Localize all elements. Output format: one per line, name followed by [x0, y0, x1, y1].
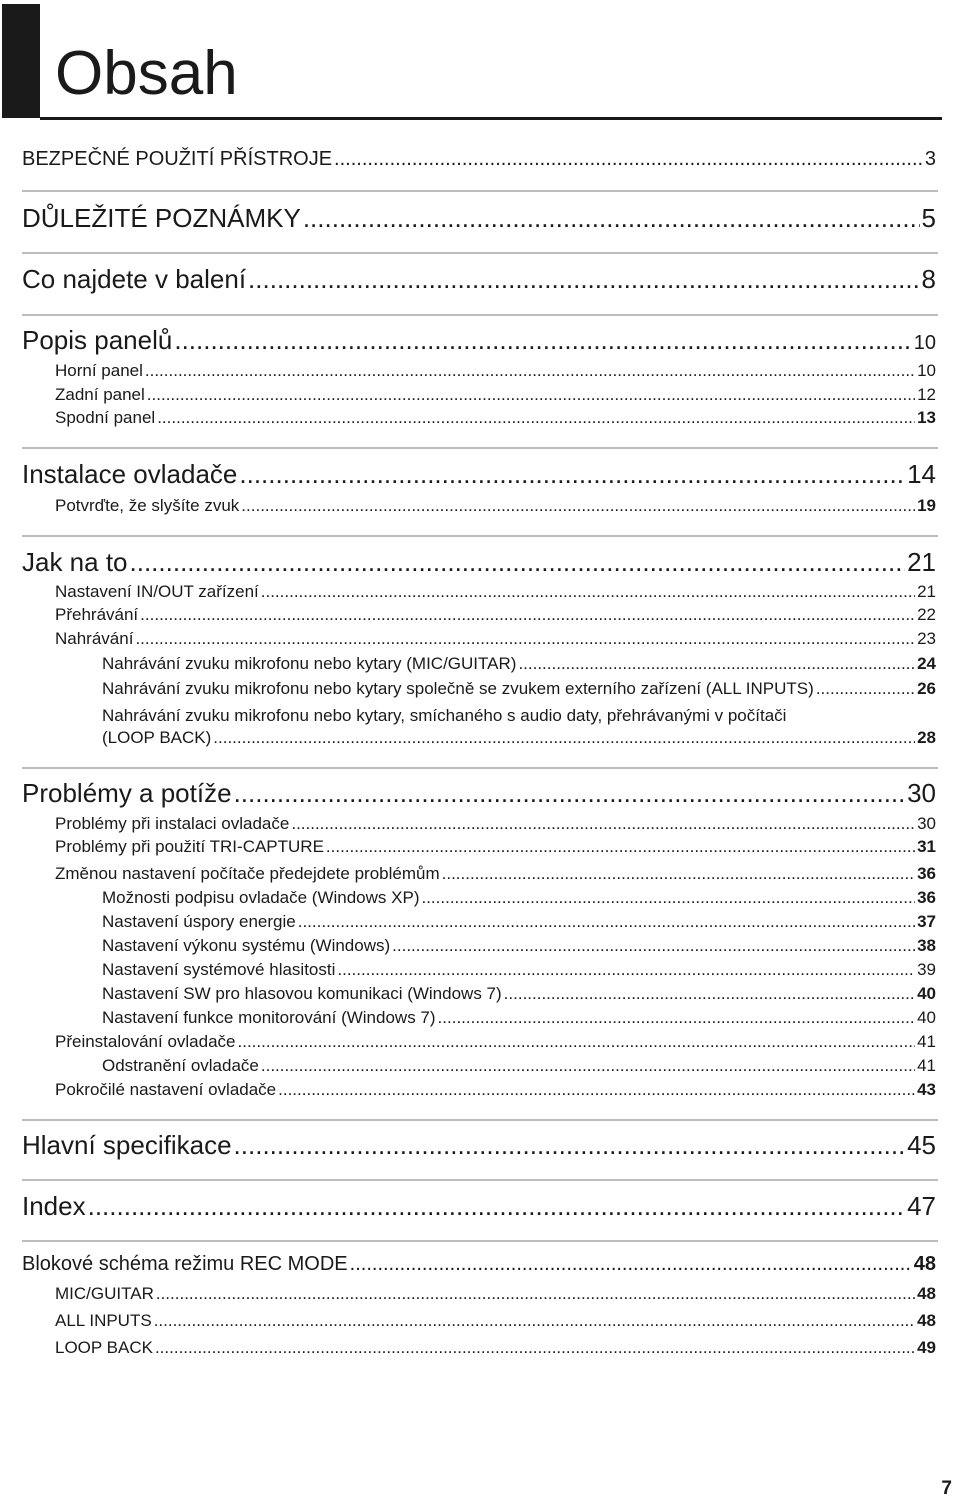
toc-page: 43 — [917, 1080, 936, 1099]
toc-leader — [334, 148, 923, 171]
toc-page: 48 — [917, 1284, 936, 1303]
toc-page: 21 — [907, 547, 936, 577]
toc-entry-baleni[interactable] — [22, 264, 936, 295]
section-divider — [22, 1179, 938, 1181]
toc-entry-specifikace[interactable] — [22, 1130, 936, 1161]
toc-page: 40 — [917, 1008, 936, 1027]
toc-page: 48 — [913, 1253, 936, 1275]
toc-label: Přehrávání — [55, 605, 139, 624]
toc-page: 8 — [921, 264, 936, 294]
toc-page: 30 — [917, 814, 936, 833]
section-divider — [22, 535, 938, 537]
toc-leader — [140, 605, 915, 625]
toc-entry-popis[interactable] — [22, 325, 936, 356]
toc-leader — [438, 1008, 916, 1028]
toc-leader — [350, 1253, 912, 1276]
toc-page: 36 — [917, 864, 936, 883]
toc-label: Problémy při instalaci ovladače — [55, 814, 290, 833]
toc-label: Nastavení výkonu systému (Windows) — [102, 936, 391, 955]
toc-label: Instalace ovladače — [22, 459, 238, 489]
toc-entry-hlasova-komunikace[interactable] — [102, 984, 936, 1004]
toc-page: 30 — [907, 778, 936, 808]
toc-entry-pokrocile[interactable] — [55, 1080, 936, 1100]
toc-leader — [337, 960, 915, 980]
toc-label: Potvrďte, že slyšíte zvuk — [55, 496, 240, 515]
toc-entry-nastaveni-io[interactable] — [55, 582, 936, 602]
page-number: 7 — [941, 1478, 952, 1499]
toc-leader — [241, 496, 915, 516]
toc-entry-odstraneni[interactable] — [102, 1056, 936, 1076]
toc-entry-zmenou-nastaveni[interactable] — [55, 864, 936, 884]
toc-entry-spodni-panel[interactable] — [55, 408, 936, 428]
toc-leader — [238, 1032, 916, 1052]
toc-label: Nahrávání — [55, 629, 134, 648]
toc-leader — [239, 459, 905, 490]
toc-entry-problemy[interactable] — [22, 778, 936, 809]
toc-entry-mic-guitar[interactable] — [102, 654, 936, 674]
toc-leader — [130, 547, 906, 578]
section-divider — [22, 252, 938, 254]
toc-page: 39 — [917, 960, 936, 979]
toc-label: Hlavní specifikace — [22, 1130, 232, 1160]
toc-entry-loop-back-line1: Nahrávání zvuku mikrofonu nebo kytary, smíchaného s audio daty, přehrávanými v počítači — [102, 706, 787, 725]
toc-entry-prehravani[interactable] — [55, 605, 936, 625]
toc-leader — [155, 1338, 915, 1358]
section-divider — [22, 1119, 938, 1121]
toc-entry-zadni-panel[interactable] — [55, 385, 936, 405]
toc-entry-all-inputs[interactable] — [102, 679, 936, 699]
toc-entry-bezpecne[interactable] — [22, 148, 936, 171]
toc-label: Popis panelů — [22, 325, 173, 355]
toc-page: 12 — [917, 385, 936, 404]
toc-entry-podpis-ovladace[interactable] — [102, 888, 936, 908]
toc-leader — [421, 888, 915, 908]
toc-entry-systemova-hlasitost[interactable] — [102, 960, 936, 980]
toc-page: 13 — [917, 408, 936, 427]
toc-page: 37 — [917, 912, 936, 931]
toc-page: 40 — [917, 984, 936, 1003]
toc-page: 47 — [907, 1191, 936, 1221]
toc-leader — [261, 1056, 915, 1076]
toc-page: 10 — [913, 332, 936, 354]
toc-page: 19 — [917, 496, 936, 515]
toc-leader — [88, 1191, 905, 1222]
page-title: Obsah — [55, 39, 238, 108]
toc-leader — [816, 679, 915, 699]
toc-label: Index — [22, 1191, 86, 1221]
toc-label: ALL INPUTS — [55, 1311, 152, 1330]
toc-leader — [213, 728, 915, 748]
toc-label: Pokročilé nastavení ovladače — [55, 1080, 277, 1099]
toc-entry-uspora-energie[interactable] — [102, 912, 936, 932]
toc-leader — [392, 936, 915, 956]
toc-leader — [157, 408, 915, 428]
toc-leader — [442, 864, 915, 884]
toc-label: Nastavení IN/OUT zařízení — [55, 582, 259, 601]
toc-leader — [156, 1284, 915, 1304]
toc-label: Zadní panel — [55, 385, 145, 404]
toc-label: MIC/GUITAR — [55, 1284, 154, 1303]
toc-leader — [234, 1130, 906, 1161]
toc-page: 36 — [917, 888, 936, 907]
toc-page: 45 — [907, 1130, 936, 1160]
toc-label: Problémy a potíže — [22, 778, 232, 808]
toc-label: Přeinstalování ovladače — [55, 1032, 236, 1051]
toc-leader — [234, 778, 906, 809]
toc-label: (LOOP BACK) — [102, 728, 212, 747]
toc-page: 26 — [917, 679, 936, 698]
toc-leader — [518, 654, 915, 674]
toc-entry-horni-panel[interactable] — [55, 361, 936, 381]
toc-page: 24 — [917, 654, 936, 673]
toc-entry-nahravani[interactable] — [55, 629, 936, 649]
toc-leader — [303, 203, 920, 234]
toc-entry-dulezite[interactable] — [22, 203, 936, 234]
toc-page: 48 — [917, 1311, 936, 1330]
toc-entry-instalace[interactable] — [22, 459, 936, 490]
toc-leader — [248, 264, 919, 295]
section-divider — [22, 447, 938, 449]
toc-label: Možnosti podpisu ovladače (Windows XP) — [102, 888, 420, 907]
toc-page: 5 — [921, 203, 936, 233]
toc-label: Nahrávání zvuku mikrofonu nebo kytary společně se zvukem externího zařízení (ALL INPUTS) — [102, 679, 814, 698]
toc-leader — [145, 361, 915, 381]
toc-entry-potvrdte[interactable] — [55, 496, 936, 516]
toc-label: LOOP BACK — [55, 1338, 153, 1357]
toc-label: Změnou nastavení počítače předejdete problémům — [55, 864, 440, 883]
toc-label: Nastavení SW pro hlasovou komunikaci (Windows 7) — [102, 984, 502, 1003]
toc-page: 49 — [917, 1338, 936, 1357]
toc-leader — [326, 837, 915, 857]
toc-entry-jak-na-to[interactable] — [22, 547, 936, 578]
toc-entry-blok-loop-back[interactable] — [55, 1338, 936, 1358]
toc-label: Spodní panel — [55, 408, 156, 427]
toc-page: 38 — [917, 936, 936, 955]
toc-leader — [278, 1080, 915, 1100]
toc-label: Nastavení systémové hlasitosti — [102, 960, 336, 979]
toc-page: 31 — [917, 837, 936, 856]
toc-label: DŮLEŽITÉ POZNÁMKY — [22, 203, 301, 233]
toc-page: 10 — [917, 361, 936, 380]
toc-entry-loop-back[interactable] — [102, 728, 936, 748]
toc-leader — [135, 629, 915, 649]
toc-label: Nahrávání zvuku mikrofonu nebo kytary (MIC/GUITAR) — [102, 654, 517, 673]
toc-label: Horní panel — [55, 361, 143, 380]
toc-page: 23 — [917, 629, 936, 648]
toc-leader — [504, 984, 915, 1004]
toc-label: Blokové schéma režimu REC MODE — [22, 1253, 348, 1275]
toc-entry-vykon-systemu[interactable] — [102, 936, 936, 956]
toc-page: 3 — [924, 148, 936, 170]
toc-leader — [174, 325, 911, 356]
toc-label: Odstranění ovladače — [102, 1056, 259, 1075]
toc-entry-index[interactable] — [22, 1191, 936, 1222]
toc-entry-monitorovani[interactable] — [102, 1008, 936, 1028]
toc-entry-blokove-schema[interactable] — [22, 1253, 936, 1276]
toc-page: 14 — [907, 459, 936, 489]
toc-leader — [261, 582, 915, 602]
toc-leader — [154, 1311, 915, 1331]
toc-entry-blok-all-inputs[interactable] — [55, 1311, 936, 1331]
toc-page: 28 — [917, 728, 936, 747]
toc-entry-preinstalovani[interactable] — [55, 1032, 936, 1052]
section-divider — [22, 314, 938, 316]
toc-page: 21 — [917, 582, 936, 601]
toc-page: 41 — [917, 1032, 936, 1051]
toc-label: Co najdete v balení — [22, 264, 247, 294]
toc-leader — [298, 912, 915, 932]
toc-page: 41 — [917, 1056, 936, 1075]
toc-page: 22 — [917, 605, 936, 624]
toc-label: Nastavení funkce monitorování (Windows 7) — [102, 1008, 436, 1027]
section-divider — [22, 190, 938, 192]
toc-entry-problemy-tri-capture[interactable] — [55, 837, 936, 857]
toc-label: Jak na to — [22, 547, 128, 577]
section-divider — [22, 1240, 938, 1242]
toc-leader — [147, 385, 915, 405]
toc-label: BEZPEČNÉ POUŽITÍ PŘÍSTROJE — [22, 148, 333, 170]
toc-entry-problemy-instalace[interactable] — [55, 814, 936, 834]
toc-label: Nastavení úspory energie — [102, 912, 296, 931]
toc-entry-blok-mic-guitar[interactable] — [55, 1284, 936, 1304]
toc-leader — [291, 814, 915, 834]
toc-label: Problémy při použití TRI-CAPTURE — [55, 837, 324, 856]
section-divider — [22, 767, 938, 769]
